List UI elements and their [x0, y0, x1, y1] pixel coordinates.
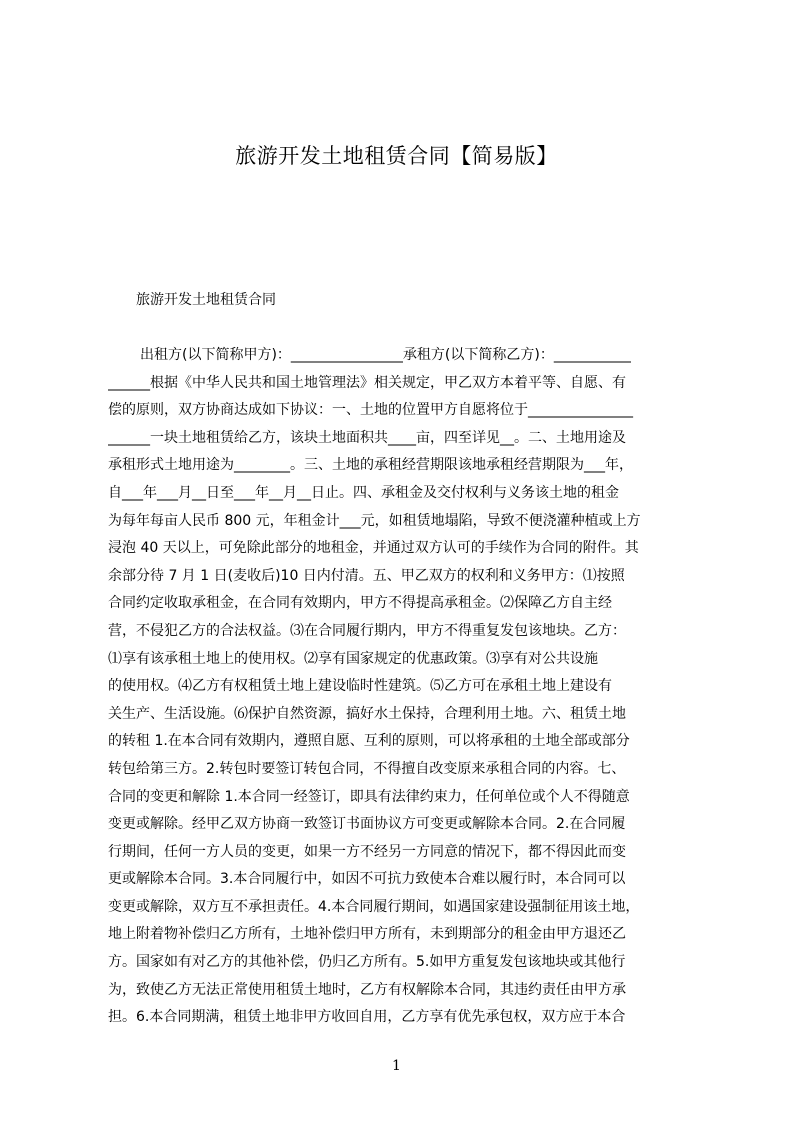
body-line: 浸泡 40 天以上，可免除此部分的地租金，并通过双方认可的手续作为合同的附件。其 [108, 540, 639, 557]
body-line: 变更或解除。经甲乙双方协商一致签订书面协议方可变更或解除本合同。2.在合同履 [108, 816, 626, 833]
body-line: 合同的变更和解除 1.本合同一经签订，即具有法律约束力，任何单位或个人不得随意 [108, 788, 630, 805]
body-line: 偿的原则，双方协商达成如下协议：一、土地的位置甲方自愿将位于_______________ [108, 402, 633, 419]
body-line: 承租形式土地用途为________。三、土地的承租经营期限该地承租经营期限为___年， [108, 457, 633, 474]
body-line: 的使用权。⑷乙方有权租赁土地上建设临时性建筑。⑸乙方可在承租土地上建设有 [108, 678, 612, 695]
body-line: 合同约定收取承租金，在合同有效期内，甲方不得提高承租金。⑵保障乙方自主经 [108, 595, 612, 612]
body-line: 余部分待 7 月 1 日(麦收后)10 日内付清。五、甲乙双方的权利和义务甲方：⑴按照 [108, 567, 625, 584]
body-line: ______一块土地租赁给乙方，该块土地面积共____亩，四至详见__。二、土地用途及 [108, 429, 626, 446]
body-line: ⑴享有该承租土地上的使用权。⑵享有国家规定的优惠政策。⑶享有对公共设施 [108, 650, 598, 667]
body-line: 关生产、生活设施。⑹保护自然资源，搞好水土保持，合理利用土地。六、租赁土地 [108, 705, 626, 722]
body-line: 的转租 1.在本合同有效期内，遵照自愿、互利的原则，可以将承租的土地全部或部分 [108, 733, 630, 750]
document-title: 旅游开发土地租赁合同【简易版】 [235, 144, 558, 168]
body-line: 转包给第三方。2.转包时要签订转包合同，不得擅自改变原来承租合同的内容。七、 [108, 760, 626, 777]
body-line: 为每年每亩人民币 800 元，年租金计___元，如租赁地塌陷，导致不便浇灌种植或上方 [108, 512, 641, 529]
body-line: 地上附着物补偿归乙方所有，土地补偿归甲方所有，未到期部分的租金由甲方退还乙 [108, 926, 626, 943]
body-line: ______根据《中华人民共和国土地管理法》相关规定，甲乙双方本着平等、自愿、有 [108, 374, 626, 391]
document-subtitle: 旅游开发土地租赁合同 [136, 292, 276, 308]
body-line: 营，不侵犯乙方的合法权益。⑶在合同履行期内，甲方不得重复发包该地块。乙方： [108, 622, 626, 639]
page-number: 1 [392, 1058, 401, 1074]
body-line: 更或解除本合同。3.本合同履行中，如因不可抗力致使本合难以履行时，本合同可以 [108, 871, 626, 888]
body-line: 方。国家如有对乙方的其他补偿，仍归乙方所有。5.如甲方重复发包该地块或其他行 [108, 954, 626, 971]
body-line: 担。6.本合同期满，租赁土地非甲方收回自用，乙方享有优先承包权，双方应于本合 [108, 1009, 626, 1026]
contract-body [108, 342, 698, 1037]
body-line: 自___年___月__日至___年__月__日止。四、承租金及交付权利与义务该土地的租金 [108, 484, 619, 501]
body-line: 为，致使乙方无法正常使用租赁土地时，乙方有权解除本合同，其违约责任由甲方承 [108, 981, 626, 998]
body-line: 变更或解除，双方互不承担责任。4.本合同履行期间，如遇国家建设强制征用该土地， [108, 898, 640, 915]
body-line: 行期间，任何一方人员的变更，如果一方不经另一方同意的情况下，都不得因此而变 [108, 843, 626, 860]
body-line: 出租方(以下简称甲方)：________________承租方(以下简称乙方)：___________ [140, 347, 631, 363]
